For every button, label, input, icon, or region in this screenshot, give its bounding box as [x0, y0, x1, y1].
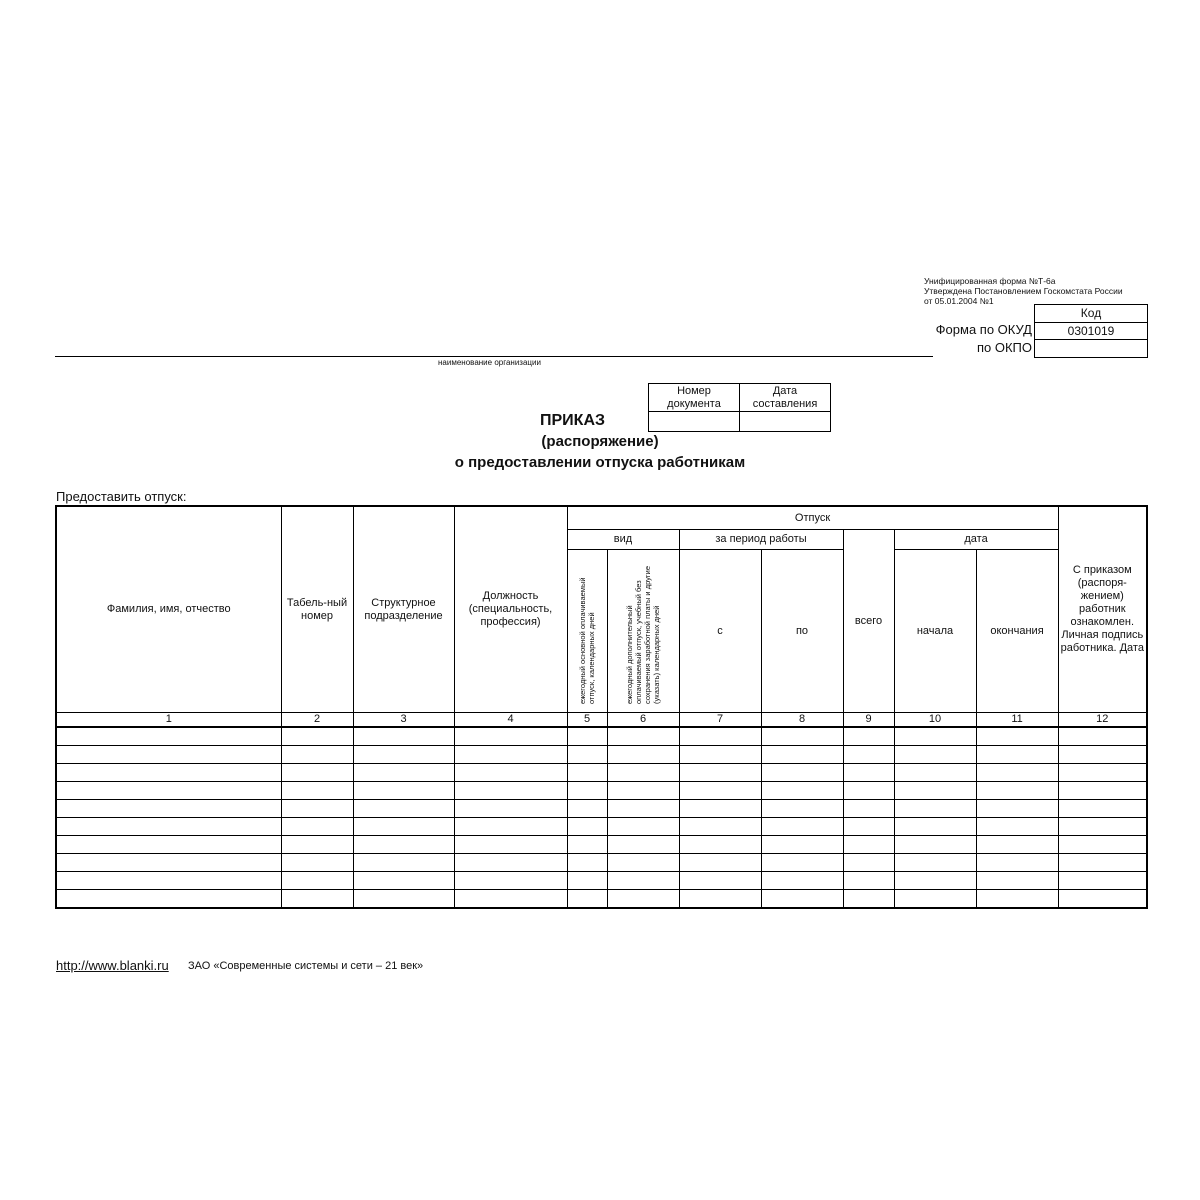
- col-number: 6: [607, 713, 679, 728]
- table-cell[interactable]: [607, 890, 679, 909]
- intro-text: Предоставить отпуск:: [56, 489, 187, 504]
- table-cell[interactable]: [679, 872, 761, 890]
- table-cell[interactable]: [1058, 764, 1147, 782]
- col-number: 1: [56, 713, 281, 728]
- doc-date-field[interactable]: [740, 412, 831, 432]
- table-cell[interactable]: [761, 872, 843, 890]
- table-cell[interactable]: [567, 836, 607, 854]
- table-cell[interactable]: [843, 872, 894, 890]
- col-header-start: начала: [894, 550, 976, 713]
- table-cell[interactable]: [679, 890, 761, 909]
- table-cell[interactable]: [894, 872, 976, 890]
- table-cell[interactable]: [843, 782, 894, 800]
- table-cell[interactable]: [976, 764, 1058, 782]
- col-header-to: по: [761, 550, 843, 713]
- col-number: 5: [567, 713, 607, 728]
- col-header-type-extra-text: ежегодный дополнительный оплачиваемый отпуск, учебный без сохранения заработной платы и другие (указать) календарных дней: [625, 565, 661, 704]
- table-cell[interactable]: [353, 890, 454, 909]
- table-cell[interactable]: [454, 746, 567, 764]
- table-cell[interactable]: [56, 836, 281, 854]
- table-cell[interactable]: [1058, 800, 1147, 818]
- table-cell[interactable]: [976, 746, 1058, 764]
- table-cell[interactable]: [281, 836, 353, 854]
- table-cell[interactable]: [843, 764, 894, 782]
- table-cell[interactable]: [56, 818, 281, 836]
- organization-line[interactable]: [55, 356, 933, 357]
- table-cell[interactable]: [894, 818, 976, 836]
- table-cell[interactable]: [353, 764, 454, 782]
- title-subtitle: (распоряжение): [541, 433, 659, 450]
- table-cell[interactable]: [679, 854, 761, 872]
- table-cell[interactable]: [761, 727, 843, 746]
- table-row: [56, 818, 1147, 836]
- table-cell[interactable]: [679, 727, 761, 746]
- table-cell[interactable]: [976, 818, 1058, 836]
- table-cell[interactable]: [567, 764, 607, 782]
- table-cell[interactable]: [607, 727, 679, 746]
- table-cell[interactable]: [1058, 872, 1147, 890]
- table-cell[interactable]: [894, 746, 976, 764]
- table-cell[interactable]: [607, 818, 679, 836]
- table-cell[interactable]: [976, 890, 1058, 909]
- table-cell[interactable]: [761, 782, 843, 800]
- table-cell[interactable]: [894, 854, 976, 872]
- col-number: 10: [894, 713, 976, 728]
- group-header-type: вид: [567, 530, 679, 550]
- table-cell[interactable]: [894, 764, 976, 782]
- table-cell[interactable]: [607, 764, 679, 782]
- table-cell[interactable]: [894, 782, 976, 800]
- table-cell[interactable]: [607, 746, 679, 764]
- table-cell[interactable]: [353, 746, 454, 764]
- table-cell[interactable]: [843, 727, 894, 746]
- table-row: [56, 782, 1147, 800]
- table-cell[interactable]: [56, 872, 281, 890]
- okpo-value[interactable]: [1035, 339, 1147, 357]
- table-cell[interactable]: [761, 854, 843, 872]
- approval-line-1: Унифицированная форма №Т-6а: [924, 276, 1056, 286]
- table-cell[interactable]: [454, 854, 567, 872]
- table-cell[interactable]: [56, 854, 281, 872]
- code-box: [1034, 304, 1148, 358]
- table-cell[interactable]: [1058, 836, 1147, 854]
- table-cell[interactable]: [567, 727, 607, 746]
- col-number: 9: [843, 713, 894, 728]
- table-cell[interactable]: [607, 782, 679, 800]
- table-cell[interactable]: [607, 854, 679, 872]
- table-cell[interactable]: [1058, 782, 1147, 800]
- col-header-total: всего: [843, 530, 894, 713]
- approval-line-3: от 05.01.2004 №1: [924, 296, 994, 306]
- table-cell[interactable]: [894, 890, 976, 909]
- table-cell[interactable]: [679, 764, 761, 782]
- table-cell[interactable]: [894, 836, 976, 854]
- table-cell[interactable]: [843, 746, 894, 764]
- table-cell[interactable]: [281, 764, 353, 782]
- table-cell[interactable]: [281, 818, 353, 836]
- table-cell[interactable]: [454, 872, 567, 890]
- col-header-type-main: [567, 550, 607, 713]
- group-header-date: дата: [894, 530, 1058, 550]
- table-row: [56, 890, 1147, 909]
- col-number: 7: [679, 713, 761, 728]
- table-cell[interactable]: [761, 890, 843, 909]
- table-cell[interactable]: [281, 854, 353, 872]
- table-cell[interactable]: [843, 836, 894, 854]
- okud-value[interactable]: 0301019: [1035, 322, 1147, 340]
- table-cell[interactable]: [894, 727, 976, 746]
- form-approval-note: [924, 276, 1154, 306]
- table-cell[interactable]: [454, 818, 567, 836]
- table-cell[interactable]: [454, 764, 567, 782]
- table-cell[interactable]: [607, 872, 679, 890]
- table-cell[interactable]: [353, 800, 454, 818]
- group-header-period: за период работы: [679, 530, 843, 550]
- table-cell[interactable]: [679, 746, 761, 764]
- table-cell[interactable]: [761, 764, 843, 782]
- table-cell[interactable]: [56, 764, 281, 782]
- table-cell[interactable]: [454, 800, 567, 818]
- table-cell[interactable]: [1058, 818, 1147, 836]
- col-header-end: окончания: [976, 550, 1058, 713]
- table-cell[interactable]: [679, 782, 761, 800]
- table-cell[interactable]: [1058, 890, 1147, 909]
- table-cell[interactable]: [56, 800, 281, 818]
- table-cell[interactable]: [56, 890, 281, 909]
- table-row: [56, 836, 1147, 854]
- table-cell[interactable]: [761, 836, 843, 854]
- col-number: 4: [454, 713, 567, 728]
- col-header-type-main-text: ежегодный основной оплачиваемый отпуск, календарных дней: [578, 577, 596, 704]
- table-cell[interactable]: [894, 800, 976, 818]
- col-number: 2: [281, 713, 353, 728]
- col-header-from: с: [679, 550, 761, 713]
- table-row: [56, 872, 1147, 890]
- table-cell[interactable]: [761, 818, 843, 836]
- table-cell[interactable]: [454, 890, 567, 909]
- organization-caption: наименование организации: [438, 358, 541, 367]
- table-cell[interactable]: [843, 800, 894, 818]
- table-cell[interactable]: [567, 800, 607, 818]
- table-cell[interactable]: [567, 818, 607, 836]
- table-cell[interactable]: [454, 782, 567, 800]
- table-cell[interactable]: [353, 854, 454, 872]
- table-cell[interactable]: [567, 854, 607, 872]
- table-cell[interactable]: [843, 854, 894, 872]
- col-number: 12: [1058, 713, 1147, 728]
- table-cell[interactable]: [353, 782, 454, 800]
- table-cell[interactable]: [761, 746, 843, 764]
- table-cell[interactable]: [679, 836, 761, 854]
- table-cell[interactable]: [1058, 854, 1147, 872]
- table-cell[interactable]: [976, 854, 1058, 872]
- table-cell[interactable]: [281, 800, 353, 818]
- table-cell[interactable]: [567, 872, 607, 890]
- title-order: ПРИКАЗ: [540, 412, 606, 429]
- table-cell[interactable]: [607, 800, 679, 818]
- leave-table: [55, 505, 1148, 909]
- table-cell[interactable]: [976, 727, 1058, 746]
- table-cell[interactable]: [761, 800, 843, 818]
- table-cell[interactable]: [567, 890, 607, 909]
- doc-date-label: Дата составления: [740, 384, 831, 412]
- table-cell[interactable]: [353, 836, 454, 854]
- doc-number-label: Номер документа: [649, 384, 740, 412]
- table-row: [56, 854, 1147, 872]
- table-cell[interactable]: [976, 836, 1058, 854]
- table-cell[interactable]: [281, 727, 353, 746]
- okpo-label: по ОКПО: [976, 340, 1032, 355]
- approval-line-2: Утверждена Постановлением Госкомстата России: [924, 286, 1123, 296]
- table-cell[interactable]: [353, 727, 454, 746]
- table-cell[interactable]: [1058, 727, 1147, 746]
- title-description: о предоставлении отпуска работникам: [454, 454, 746, 471]
- table-row: [56, 727, 1147, 746]
- code-header: Код: [1080, 306, 1102, 320]
- table-cell[interactable]: [976, 782, 1058, 800]
- col-number: 8: [761, 713, 843, 728]
- footer-company: ЗАО «Современные системы и сети – 21 век»: [188, 960, 424, 972]
- table-cell[interactable]: [281, 890, 353, 909]
- table-cell[interactable]: [1058, 746, 1147, 764]
- col-header-type-extra: [607, 550, 679, 713]
- table-cell[interactable]: [976, 800, 1058, 818]
- col-header-signature: С приказом (распоря-жением) работник ознакомлен. Личная подпись работника. Дата: [1058, 506, 1147, 713]
- table-cell[interactable]: [56, 746, 281, 764]
- table-cell[interactable]: [607, 836, 679, 854]
- doc-number-field[interactable]: [649, 412, 740, 432]
- col-header-position: Должность (специальность, профессия): [454, 506, 567, 713]
- table-cell[interactable]: [843, 818, 894, 836]
- table-cell[interactable]: [56, 727, 281, 746]
- table-cell[interactable]: [353, 872, 454, 890]
- table-cell[interactable]: [567, 746, 607, 764]
- col-number: 11: [976, 713, 1058, 728]
- table-cell[interactable]: [843, 890, 894, 909]
- table-row: [56, 764, 1147, 782]
- table-cell[interactable]: [454, 727, 567, 746]
- col-header-fio: Фамилия, имя, отчество: [56, 506, 281, 713]
- table-row: [56, 800, 1147, 818]
- table-row: [56, 746, 1147, 764]
- table-cell[interactable]: [353, 818, 454, 836]
- group-header-leave: Отпуск: [567, 506, 1058, 530]
- table-cell[interactable]: [281, 872, 353, 890]
- table-cell[interactable]: [679, 818, 761, 836]
- table-cell[interactable]: [281, 782, 353, 800]
- table-cell[interactable]: [976, 872, 1058, 890]
- col-header-tab-number: Табель-ный номер: [281, 506, 353, 713]
- table-cell[interactable]: [567, 782, 607, 800]
- okud-label: Форма по ОКУД: [935, 322, 1032, 337]
- table-cell[interactable]: [679, 800, 761, 818]
- footer-link[interactable]: http://www.blanki.ru: [56, 958, 169, 973]
- table-cell[interactable]: [281, 746, 353, 764]
- col-header-department: Структурное подразделение: [353, 506, 454, 713]
- table-cell[interactable]: [454, 836, 567, 854]
- table-cell[interactable]: [56, 782, 281, 800]
- col-number: 3: [353, 713, 454, 728]
- document-number-date-box: [648, 383, 831, 432]
